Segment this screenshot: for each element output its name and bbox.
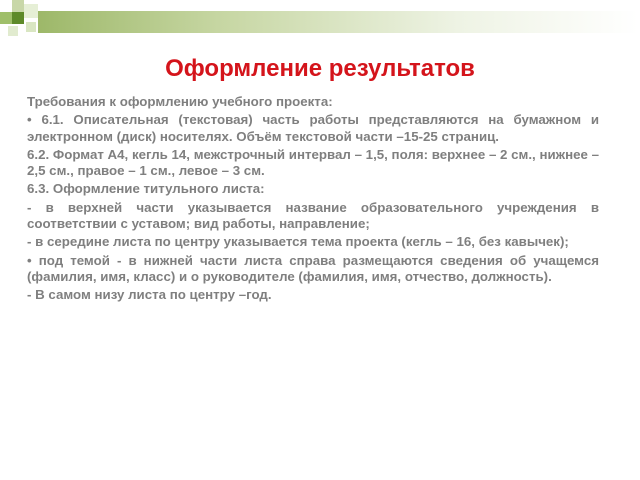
paragraph: • 6.1. Описательная (текстовая) часть работы представляются на бумажном и электронном (диск) носителях. Объём текстовой части –15-25 страниц. <box>27 112 599 144</box>
paragraph: Требования к оформлению учебного проекта: <box>27 94 333 109</box>
header-gradient-bar <box>38 11 638 33</box>
paragraph: - в верхней части указывается название образовательного учреждения в соответствии с уставом; вид работы, направление; <box>27 199 599 232</box>
decor-square <box>26 22 36 32</box>
decor-square <box>0 12 12 24</box>
paragraph: - в середине листа по центру указывается тема проекта (кегль – 16, без кавычек); <box>27 234 569 250</box>
decor-square <box>24 4 38 18</box>
decor-square <box>12 12 24 24</box>
decor-square <box>12 0 24 12</box>
slide-body <box>27 94 599 306</box>
paragraph: 6.2. Формат А4, кегль 14, межстрочный интервал – 1,5, поля: верхнее – 2 см., нижнее – 2,5 см., правое – 1 см., левое – 3 см. <box>27 146 599 179</box>
decor-square <box>8 26 18 36</box>
slide-title: Оформление результатов <box>165 55 475 82</box>
paragraph: 6.3. Оформление титульного листа: <box>27 181 265 197</box>
paragraph: - В самом низу листа по центру –год. <box>27 287 272 303</box>
paragraph: • под темой - в нижней части листа справа размещаются сведения об учащемся (фамилия, имя, класс) и о руководителе (фамилия, имя, отчество, должность). <box>27 252 599 284</box>
